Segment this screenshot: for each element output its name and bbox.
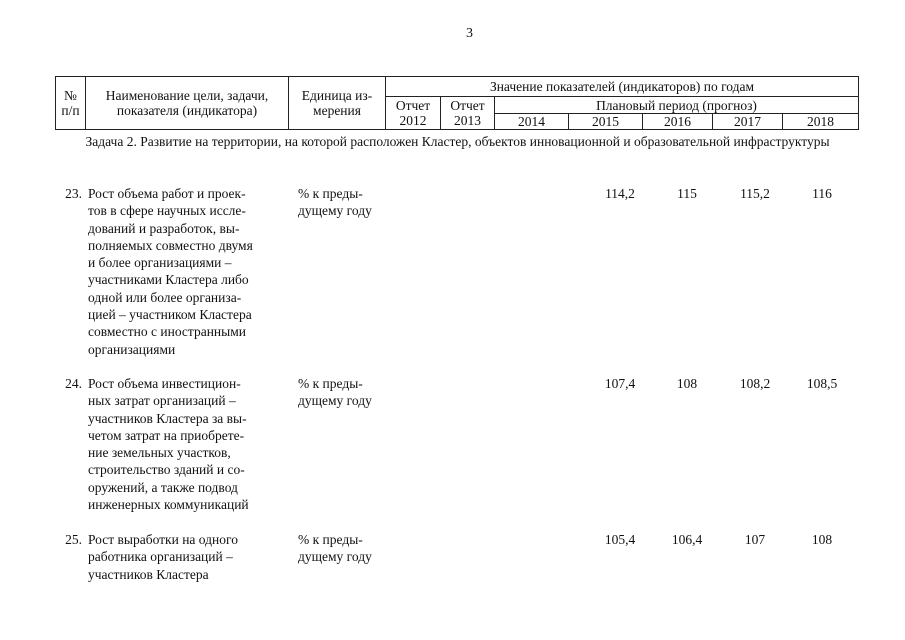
value-2015: 114,2 xyxy=(605,186,635,201)
header-table xyxy=(55,76,859,130)
task-title: Задача 2. Развитие на территории, на которой расположен Кластер, объектов инновационной и образовательной инфраструктуры xyxy=(85,134,830,149)
year-2014-header: 2014 xyxy=(495,114,569,130)
value-2018: 116 xyxy=(812,186,832,201)
report-2012-header: Отчет 2012 xyxy=(386,97,441,130)
value-2017: 115,2 xyxy=(740,186,770,201)
value-2016: 115 xyxy=(677,186,697,201)
value-2015: 107,4 xyxy=(604,376,636,391)
report-2013-header: Отчет 2013 xyxy=(441,97,495,130)
row-number: 23. xyxy=(65,186,82,201)
indicator-unit: % к преды- дущему году xyxy=(298,532,372,565)
year-2018-header: 2018 xyxy=(783,114,859,130)
row-number: 25. xyxy=(65,532,82,547)
value-2016: 106,4 xyxy=(671,532,703,547)
indicator-name: Рост выработки на одного работника организаций – участников Кластера xyxy=(88,532,238,582)
value-2017: 108,2 xyxy=(739,376,771,391)
plan-period-header: Плановый период (прогноз) xyxy=(495,97,859,114)
value-2018: 108,5 xyxy=(806,376,838,391)
values-header: Значение показателей (индикаторов) по годам xyxy=(386,77,859,97)
value-2017: 107 xyxy=(744,532,766,547)
indicator-name: Рост объема инвестицион- ных затрат организаций – участников Кластера за вы- четом затрат на приобрете- ние земельных участков, строительство зданий и со- оружений, а также подвод инженерных коммуникаций xyxy=(88,376,249,513)
col-num-header: № п/п xyxy=(56,77,86,130)
year-2015-header: 2015 xyxy=(569,114,643,130)
value-2018: 108 xyxy=(811,532,833,547)
indicator-name: Рост объема работ и проек- тов в сфере научных иссле- дований и разработок, вы- полняемых совместно двумя и более организациями – участниками Кластера либо одной или более организа- цией – участником Кластера совместно с иностранными организациями xyxy=(88,186,253,357)
year-2017-header: 2017 xyxy=(713,114,783,130)
col-name-header: Наименование цели, задачи, показателя (индикатора) xyxy=(86,77,289,130)
indicator-unit: % к преды- дущему году xyxy=(298,186,372,219)
year-2016-header: 2016 xyxy=(643,114,713,130)
row-number: 24. xyxy=(65,376,82,391)
value-2015: 105,4 xyxy=(604,532,636,547)
page-number: 3 xyxy=(466,26,473,41)
col-unit-header: Единица из- мерения xyxy=(289,77,386,130)
value-2016: 108 xyxy=(676,376,698,391)
indicator-unit: % к преды- дущему году xyxy=(298,376,372,409)
